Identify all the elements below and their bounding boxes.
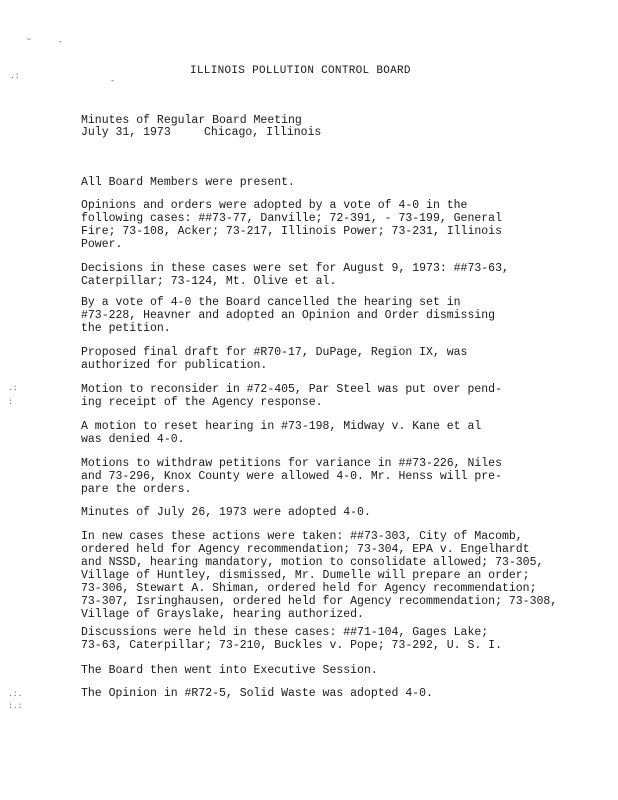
minutes-paragraph: Discussions were held in these cases: ##71-104, Gages Lake; 73-63, Caterpillar; 73-210, Buckles v. Pope; 73-292, U. S. I. [81,626,502,652]
minutes-paragraph: A motion to reset hearing in #73-198, Midway v. Kane et al was denied 4-0. [81,420,482,446]
minutes-paragraph: Motion to reconsider in #72-405, Par Steel was put over pend- ing receipt of the Agency response. [81,383,502,409]
minutes-paragraph: Minutes of July 26, 1973 were adopted 4-0. [81,506,371,519]
minutes-paragraph: By a vote of 4-0 the Board cancelled the hearing set in #73-228, Heavner and adopted an Opinion and Order dismissing the petition. [81,296,496,335]
meeting-heading: Minutes of Regular Board Meeting [81,114,302,127]
minutes-paragraph: Motions to withdraw petitions for variance in ##73-226, Niles and 73-296, Knox County were allowed 4-0. Mr. Henss will pre- pare the orders. [81,457,502,496]
document-title: ILLINOIS POLLUTION CONTROL BOARD [190,65,411,77]
meeting-date: July 31, 1973 [81,126,171,139]
minutes-paragraph: The Opinion in #R72-5, Solid Waste was adopted 4-0. [81,687,433,700]
minutes-paragraph: Opinions and orders were adopted by a vote of 4-0 in the following cases: ##73-77, Danville; 72-391, - 73-199, General Fire; 73-108, Acker; 73-217, Illinois Power; 73-231, Illinois Power. [81,199,502,251]
scan-speck: .: [8,384,18,393]
scan-speck: - [110,77,115,86]
scan-speck: .: [10,72,20,81]
minutes-paragraph: The Board then went into Executive Session. [81,664,378,677]
minutes-paragraph: Proposed final draft for #R70-17, DuPage, Region IX, was authorized for publication. [81,346,468,372]
minutes-paragraph: In new cases these actions were taken: ##73-303, City of Macomb, ordered held for Agency recommendation; 73-304, EPA v. Engelhardt and NSSD, hearing mandatory, motion to consolidate allowed; 73-305, Village of Huntley, dismissed, Mr. Dumelle will prepare an order; 73-306, Stewart A. Shiman, ordered held for Agency recommendation; 73-307, Isringhausen, ordered held for Agency recommendation; 73-308, Village of Grayslake, hearing authorized. [81,530,558,621]
minutes-paragraph: Decisions in these cases were set for August 9, 1973: ##73-63, Caterpillar; 73-124, Mt. Olive et al. [81,262,509,288]
scan-speck: : [8,398,13,407]
meeting-location: Chicago, Illinois [204,126,322,139]
scan-speck: - [58,38,63,47]
scan-speck: ~ [26,36,31,45]
scan-speck: .:. [8,690,23,699]
scan-speck: :.: [8,702,23,711]
minutes-paragraph: All Board Members were present. [81,176,295,189]
